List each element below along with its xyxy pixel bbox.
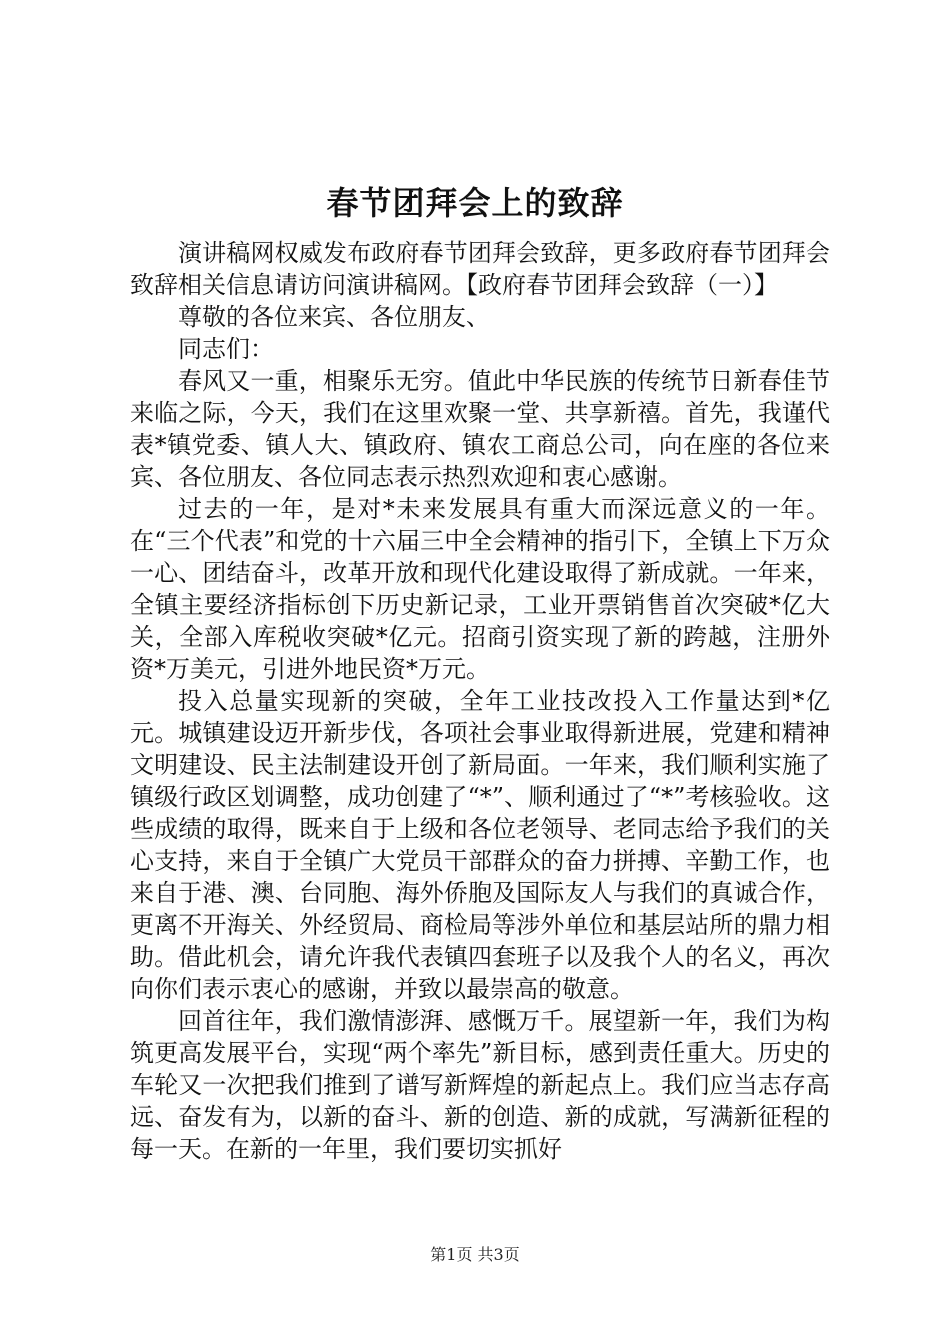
intro-paragraph: 演讲稿网权威发布政府春节团拜会致辞，更多政府春节团拜会致辞相关信息请访问演讲稿网。【政府春节团拜会致辞（一）】: [130, 239, 830, 299]
body-paragraph: 春风又一重，相聚乐无穷。值此中华民族的传统节日新春佳节来临之际，今天，我们在这里欢聚一堂、共享新禧。首先，我谨代表*镇党委、镇人大、镇政府、镇农工商总公司，向在座的各位来宾、各位朋友、各位同志表示热烈欢迎和衷心感谢。: [130, 367, 830, 491]
document-title: 春节团拜会上的致辞: [326, 184, 624, 222]
body-paragraph: 过去的一年，是对*未来发展具有重大而深远意义的一年。在“三个代表”和党的十六届三中全会精神的指引下，全镇上下万众一心、团结奋斗，改革开放和现代化建设取得了新成就。一年来，全镇主要经济指标创下历史新记录，工业开票销售首次突破*亿大关，全部入库税收突破*亿元。招商引资实现了新的跨越，注册外资*万美元，引进外地民资*万元。: [130, 495, 830, 683]
page-number-footer: 第1页 共3页: [430, 1245, 520, 1264]
document-body: [130, 237, 830, 1165]
body-paragraph: 回首往年，我们激情澎湃、感慨万千。展望新一年，我们为构筑更高发展平台，实现“两个率先”新目标，感到责任重大。历史的车轮又一次把我们推到了谱写新辉煌的新起点上。我们应当志存高远、奋发有为，以新的奋斗、新的创造、新的成就，写满新征程的每一天。在新的一年里，我们要切实抓好: [130, 1007, 830, 1163]
body-paragraph: 投入总量实现新的突破，全年工业技改投入工作量达到*亿元。城镇建设迈开新步伐，各项社会事业取得新进展，党建和精神文明建设、民主法制建设开创了新局面。一年来，我们顺利实施了镇级行政区划调整，成功创建了“*”、顺利通过了“*”考核验收。这些成绩的取得，既来自于上级和各位老领导、老同志给予我们的关心支持，来自于全镇广大党员干部群众的奋力拼搏、辛勤工作，也来自于港、澳、台同胞、海外侨胞及国际友人与我们的真诚合作，更离不开海关、外经贸局、商检局等涉外单位和基层站所的鼎力相助。借此机会，请允许我代表镇四套班子以及我个人的名义，再次向你们表示衷心的感谢，并致以最崇高的敬意。: [130, 687, 830, 1003]
salutation-guests: 尊敬的各位来宾、各位朋友、: [178, 303, 490, 331]
salutation-comrades: 同志们：: [178, 335, 274, 363]
